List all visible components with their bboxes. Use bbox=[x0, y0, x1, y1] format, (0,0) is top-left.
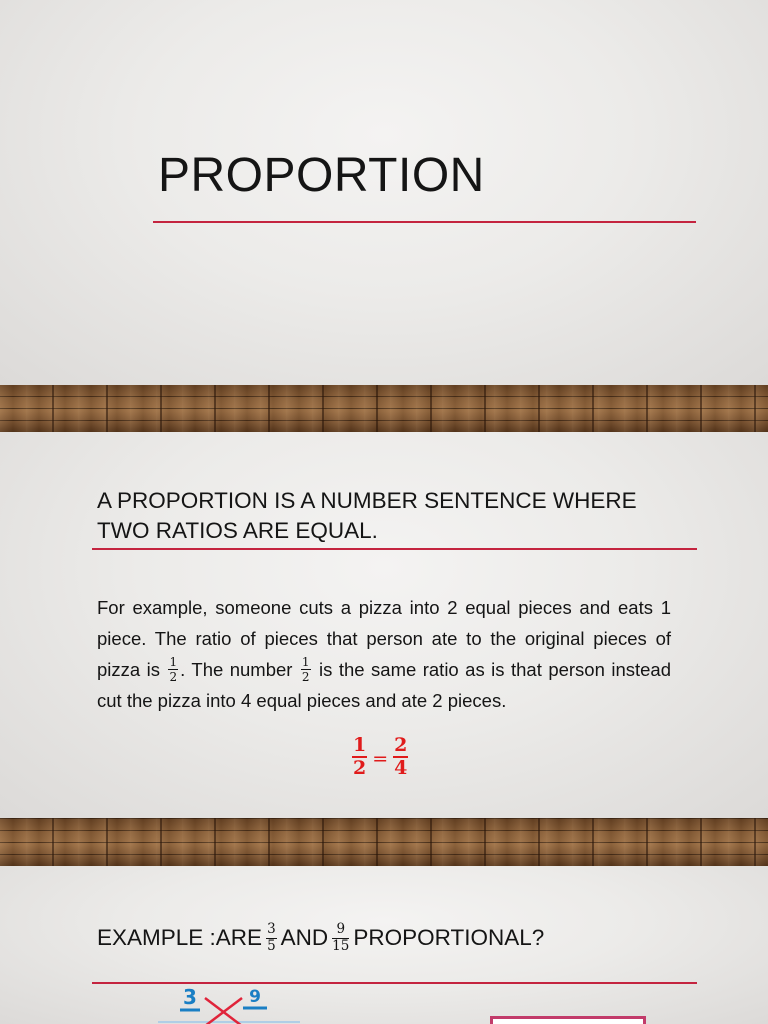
equation-right-fraction bbox=[393, 736, 408, 778]
paragraph-text-part: is the same ratio as is that person instead cut the pizza into 4 equal pieces and ate 2 pieces. bbox=[97, 659, 671, 711]
slide-1-title-underline bbox=[153, 221, 696, 223]
title-text-part: AND bbox=[280, 925, 329, 950]
cross-multiplication-graphic bbox=[150, 984, 310, 1024]
slide-2-title-underline bbox=[92, 548, 697, 550]
cross-left-numerator: 3 bbox=[183, 985, 197, 1009]
fraction-one-half bbox=[301, 656, 311, 683]
title-text-part: EXAMPLE :ARE bbox=[97, 925, 263, 950]
fraction-denominator: 2 bbox=[169, 669, 178, 684]
fraction-denominator: 2 bbox=[353, 757, 367, 779]
wood-floor-divider bbox=[0, 385, 768, 432]
fraction-one-half bbox=[168, 656, 178, 683]
fraction-nine-fifteenths bbox=[332, 923, 349, 953]
equation-left-fraction bbox=[352, 736, 367, 778]
title-text-part: PROPORTIONAL? bbox=[353, 925, 545, 950]
slide-3 bbox=[0, 866, 768, 1024]
slide-2-paragraph bbox=[97, 592, 671, 716]
fraction-denominator: 2 bbox=[301, 669, 310, 684]
fraction-numerator: 1 bbox=[169, 654, 178, 669]
fraction-denominator: 4 bbox=[394, 757, 408, 779]
paragraph-text-part: For example, someone cuts a pizza into 2 equal pieces and eats 1 piece. The ratio of pieces that person ate to the original pieces of pizza is bbox=[97, 597, 671, 680]
fraction-numerator: 1 bbox=[301, 654, 310, 669]
fraction-numerator: 1 bbox=[353, 734, 367, 756]
wood-floor-divider bbox=[0, 818, 768, 866]
answer-box bbox=[490, 1016, 646, 1024]
slide-2 bbox=[0, 432, 768, 818]
slide-1 bbox=[0, 0, 768, 385]
fraction-three-fifths bbox=[266, 923, 277, 953]
slide-2-title: A PROPORTION IS A NUMBER SENTENCE WHERE TWO RATIOS ARE EQUAL. bbox=[97, 488, 637, 543]
proportion-equation bbox=[350, 734, 410, 780]
slide-1-title: PROPORTION bbox=[158, 149, 485, 202]
fraction-numerator: 9 bbox=[332, 923, 349, 939]
fraction-denominator: 15 bbox=[332, 937, 350, 954]
fraction-numerator: 3 bbox=[267, 921, 276, 937]
equals-sign: = bbox=[372, 748, 389, 770]
paragraph-text-part: . The number bbox=[180, 659, 299, 680]
cross-right-numerator: 9 bbox=[249, 987, 261, 1007]
fraction-denominator: 5 bbox=[267, 937, 276, 954]
slide-3-title bbox=[97, 923, 544, 953]
fraction-numerator: 2 bbox=[394, 734, 408, 756]
